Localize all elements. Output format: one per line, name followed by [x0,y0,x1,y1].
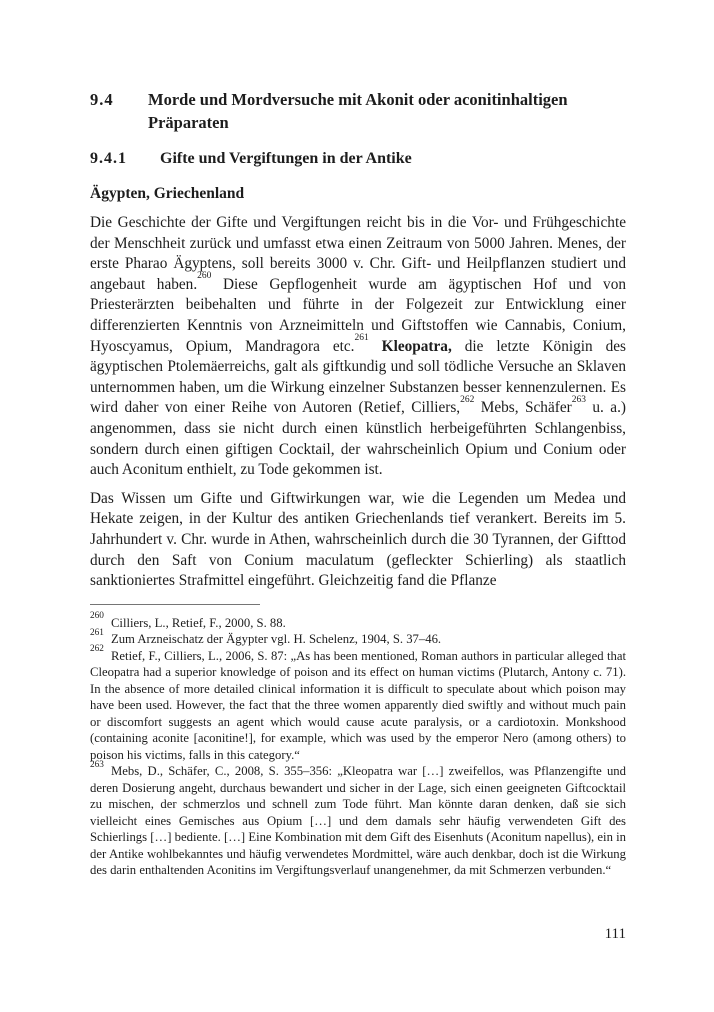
subsection-title: Gifte und Vergiftungen in der Antike [160,150,412,167]
section-heading [90,88,626,134]
footnote-separator [90,604,260,605]
footnote-text: Cilliers, L., Retief, F., 2000, S. 88. [110,615,286,630]
footnote-number: 262 [90,644,104,655]
footnote-marker: 260 [197,271,212,282]
text-run: Diese Gepflogenheit wurde am ägyptischen Hof und von Priesterärzten beibehalten und führte in der Folgezeit zur Entwicklung einer differenzierten Kenntnis von Arzneimitteln und Giftstoffen wie Cannabis, Conium, Hyoscyamus, Opium, Mandragora etc. [90,275,626,355]
footnote-number: 263 [90,759,104,770]
text-run: Das Wissen um Gifte und Giftwirkungen war, wie die Legenden um Medea und Hekate zeigen, in der Kultur des antiken Griechenlands tief verankert. Bereits im 5. Jahrhundert v. Chr. wurde in Athen, wahrscheinlich durch die 30 Tyrannen, der Gifttod durch den Saft von Conium maculatum (gefleckter Schierling) als staatlich sanktioniertes Strafmittel eingeführt. Gleichzeitig fand die Pflanze [90,489,626,590]
footnote-263 [90,759,626,879]
footnote-number: 261 [90,627,104,638]
subsection-heading [90,148,626,170]
text-run: u. a.) angenommen, dass sie nicht durch einen künstlich herbeigeführten Schlangenbiss, sondern durch einen giftigen Cocktail, der wahrscheinlich Opium und Conium oder auch Aconitum enthielt, zu Tode gekommen ist. [90,399,626,479]
text-run: Die Geschichte der Gifte und Vergiftungen reicht bis in die Vor- und Frühgeschichte der Menschheit zurück und umfasst etwa einen Zeitraum von 5000 Jahren. Menes, der erste Pharao Ägyptens, soll bereits 3000 v. Chr. Gift- und Heilpflanzen studiert und angebaut haben. [90,214,626,293]
footnote-marker: 261 [354,333,369,344]
section-title: Morde und Mordversuche mit Akonit oder aconitinhaltigen Präparaten [148,90,568,132]
region-subheading: Ägypten, Griechenland [90,185,245,202]
footnote-marker: 262 [460,394,475,405]
footnote-262 [90,644,626,764]
footnote-text: Mebs, D., Schäfer, C., 2008, S. 355–356: „Kleopatra war […] zweifellos, was Pflanzengifte und deren Dosierung angeht, durchaus bewandert und sicher in der Lage, sich einen geeigneten Giftcocktail zu mischen, der schmerzlos und schnell zum Tode führt. Man könnte daran denken, daß sie sich vielleicht eines Gemisches aus Opium […] und dem damals sehr häufig verwendeten Gift des Schierlings […] bediente. […] Eine Kombination mit dem Gift des Eisenhuts (Aconitum napellus), ein in der Antike wohlbekanntes und häufig verwendetes Mordmittel, wäre auch denkbar, doch ist die Wirkung des darin enthaltenden Aconitins im Vergiftungsverlauf unangenehmer, da mit Schmerzen verbunden.“ [90,764,626,878]
footnote-marker: 263 [571,394,586,405]
page-content [90,88,626,879]
page-number: 111 [604,926,626,942]
text-run [369,338,382,355]
section-number: 9.4 [90,90,114,109]
subsection-number: 9.4.1 [90,150,127,167]
footnote-text: Retief, F., Cilliers, L., 2006, S. 87: „As has been mentioned, Roman authors in particular alleged that Cleopatra had a superior knowledge of poison and its effect on human victims (Plutarch, Antony c. 71). In the absence of more detailed clinical information it is difficult to speculate about which poison may have been used. However, the fact that the three women apparently died swiftly and without much pain or discomfort suggests an agent which would cause acute paralysis, or a cardiotoxin. Monkshood (containing aconite [aconitine!], for example, which was used by the emperor Nero (among others) to poison his victims, falls in this category.“ [90,648,626,762]
text-run: Mebs, Schäfer [474,399,572,417]
footnote-number: 260 [90,611,104,622]
footnotes-section [90,604,626,879]
footnote-text: Zum Arzneischatz der Ägypter vgl. H. Schelenz, 1904, S. 37–46. [110,632,442,647]
paragraph-egypt [90,213,626,481]
footnote-261 [90,627,626,648]
bold-text-run: Kleopatra, [381,337,452,355]
footnote-260 [90,611,626,632]
text-run: die letzte Königin des ägyptischen Ptolemäerreichs, galt als giftkundig und soll tödliche Versuche an Sklaven unternommen haben, um die Wirkung einzelner Substanzen besser kennenzulernen. Es wird daher von einer Reihe von Autoren (Retief, Cilliers, [90,337,627,417]
paragraph-greece [90,489,626,592]
